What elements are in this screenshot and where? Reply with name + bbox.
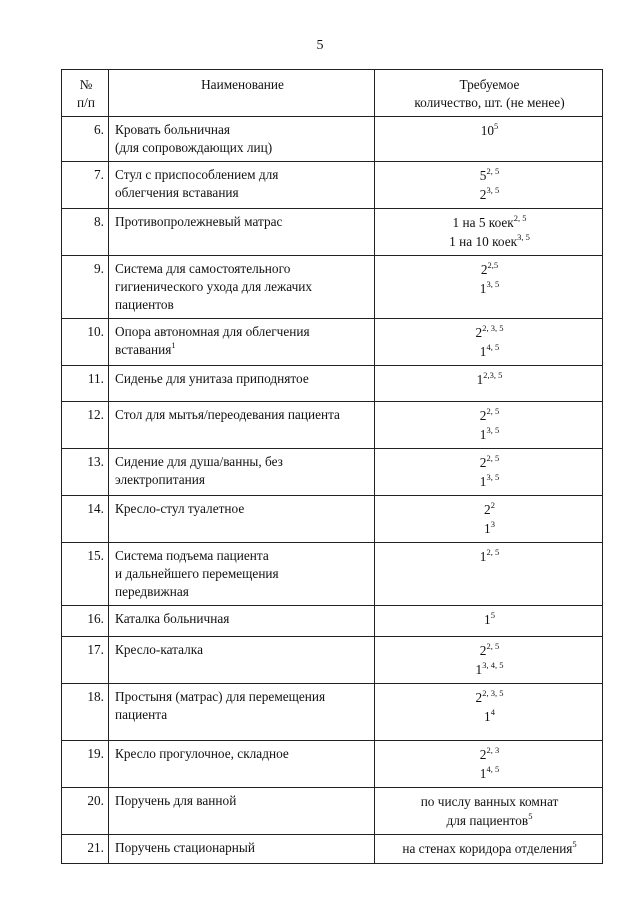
- page-number: 5: [316, 38, 324, 53]
- quantity-line: [381, 453, 598, 472]
- quantity-line: [381, 166, 598, 185]
- quantity-value: 1: [476, 372, 484, 387]
- quantity-value: 1 на 5 коек: [452, 215, 514, 230]
- row-name-text: электропитания: [115, 472, 206, 487]
- footnote-marker: 4, 5: [486, 341, 500, 352]
- row-name-line: [115, 296, 370, 314]
- row-name: [109, 835, 375, 864]
- quantity-value: 2: [480, 262, 488, 277]
- row-number: 13.: [62, 449, 109, 496]
- row-quantity: [375, 543, 603, 606]
- header-quantity-line2: количество, шт. (не менее): [414, 95, 565, 110]
- row-name-text: пациента: [115, 707, 168, 722]
- row-name-text: Поручень для ванной: [115, 793, 237, 808]
- row-quantity: [375, 835, 603, 864]
- row-quantity: [375, 256, 603, 319]
- row-name-text: Сидение для душа/ванны, без: [115, 454, 283, 469]
- footnote-marker: 3, 5: [486, 278, 500, 289]
- quantity-value: 1: [479, 281, 487, 296]
- row-name-text: Система подъема пациента: [115, 548, 269, 563]
- row-quantity: [375, 496, 603, 543]
- row-name-line: [115, 583, 370, 601]
- row-name-text: Поручень стационарный: [115, 840, 255, 855]
- quantity-value: 1 на 10 коек: [449, 234, 518, 249]
- table-row: [62, 162, 603, 209]
- footnote-marker: 5: [494, 120, 499, 131]
- row-quantity: [375, 209, 603, 256]
- footnote-marker: 2, 5: [486, 405, 500, 416]
- row-name-text: Противопролежневый матрас: [115, 214, 283, 229]
- footnote-marker: 2, 3, 5: [482, 322, 504, 333]
- table-header-row: [62, 70, 603, 117]
- row-name-text: Стул с приспособлением для: [115, 167, 279, 182]
- row-quantity: [375, 162, 603, 209]
- row-name: [109, 449, 375, 496]
- row-name-text: Кресло-стул туалетное: [115, 501, 245, 516]
- row-name-text: Система для самостоятельного: [115, 261, 291, 276]
- footnote-marker: 2,5: [487, 259, 499, 270]
- quantity-line: [381, 213, 598, 232]
- quantity-line: [381, 500, 598, 519]
- row-quantity: [375, 741, 603, 788]
- row-name: [109, 741, 375, 788]
- quantity-line: [381, 279, 598, 298]
- quantity-value: 1: [479, 474, 487, 489]
- quantity-line: [381, 660, 598, 679]
- table-row: [62, 543, 603, 606]
- table-row: [62, 319, 603, 366]
- row-name: [109, 117, 375, 162]
- quantity-value: 1: [475, 662, 483, 677]
- quantity-value: 2: [475, 325, 483, 340]
- header-quantity: [375, 70, 603, 117]
- row-name-line: [115, 792, 370, 810]
- table-row: [62, 788, 603, 835]
- table-row: [62, 449, 603, 496]
- row-name-text: (для сопровождающих лиц): [115, 140, 273, 155]
- row-name: [109, 637, 375, 684]
- quantity-line: [381, 745, 598, 764]
- quantity-line: [381, 519, 598, 538]
- quantity-line: [381, 472, 598, 491]
- footnote-marker: 2, 3, 5: [482, 687, 504, 698]
- row-name-line: [115, 471, 370, 489]
- row-quantity: [375, 788, 603, 835]
- quantity-line: [381, 764, 598, 783]
- header-name-text: Наименование: [201, 77, 284, 92]
- footnote-marker: 3, 4, 5: [482, 659, 504, 670]
- row-name-line: [115, 166, 370, 184]
- quantity-line: [381, 811, 598, 830]
- row-name-text: Опора автономная для облегчения: [115, 324, 310, 339]
- table-row: [62, 402, 603, 449]
- quantity-value: 1: [479, 344, 487, 359]
- row-name-line: [115, 121, 370, 139]
- row-number: 7.: [62, 162, 109, 209]
- quantity-line: [381, 792, 598, 811]
- row-name: [109, 496, 375, 543]
- row-name-text: и дальнейшего перемещения: [115, 566, 279, 581]
- quantity-line: [381, 342, 598, 361]
- footnote-marker: 2: [490, 499, 495, 510]
- quantity-value: на стенах коридора отделения: [402, 841, 573, 856]
- row-name-line: [115, 184, 370, 202]
- row-name: [109, 209, 375, 256]
- quantity-value: 2: [479, 408, 487, 423]
- row-name-line: [115, 341, 370, 359]
- footnote-marker: 3, 5: [486, 471, 500, 482]
- table-row: [62, 209, 603, 256]
- footnote-marker: 2, 5: [486, 546, 500, 557]
- header-number-line2: п/п: [77, 95, 95, 110]
- quantity-value: по числу ванных комнат: [420, 794, 559, 809]
- row-name-text: Простыня (матрас) для перемещения: [115, 689, 326, 704]
- quantity-line: [381, 707, 598, 726]
- row-name-text: Сиденье для унитаза приподнятое: [115, 371, 309, 386]
- footnote-marker: 4, 5: [486, 763, 500, 774]
- row-name-line: [115, 323, 370, 341]
- row-name-text: Кресло прогулочное, складное: [115, 746, 289, 761]
- row-name-text: пациентов: [115, 297, 174, 312]
- header-name: [109, 70, 375, 117]
- row-name: [109, 684, 375, 741]
- quantity-value: для пациентов: [446, 813, 529, 828]
- row-quantity: [375, 684, 603, 741]
- quantity-line: [381, 323, 598, 342]
- row-name-line: [115, 260, 370, 278]
- row-number: 9.: [62, 256, 109, 319]
- row-name-line: [115, 139, 370, 157]
- row-name-text: передвижная: [115, 584, 189, 599]
- row-name-line: [115, 547, 370, 565]
- quantity-line: [381, 232, 598, 251]
- table-row: [62, 117, 603, 162]
- footnote-marker: 3, 5: [486, 424, 500, 435]
- row-number: 14.: [62, 496, 109, 543]
- quantity-value: 1: [484, 709, 491, 724]
- row-name-line: [115, 565, 370, 583]
- row-name: [109, 788, 375, 835]
- footnote-marker: 5: [528, 810, 533, 821]
- quantity-value: 1: [479, 766, 487, 781]
- quantity-line: [381, 406, 598, 425]
- table-row: [62, 637, 603, 684]
- row-name: [109, 606, 375, 637]
- quantity-value: 2: [479, 187, 487, 202]
- quantity-value: 2: [479, 747, 487, 762]
- footnote-marker: 2,3, 5: [483, 369, 503, 380]
- row-name-line: [115, 706, 370, 724]
- header-number: [62, 70, 109, 117]
- row-name-line: [115, 213, 370, 231]
- row-number: 6.: [62, 117, 109, 162]
- quantity-line: [381, 610, 598, 629]
- row-quantity: [375, 637, 603, 684]
- footnote-marker: 2, 5: [513, 212, 527, 223]
- footnote-marker: 4: [490, 706, 495, 717]
- row-number: 11.: [62, 366, 109, 402]
- row-name-line: [115, 406, 370, 424]
- row-number: 17.: [62, 637, 109, 684]
- row-number: 21.: [62, 835, 109, 864]
- footnote-marker: 2, 3: [486, 744, 500, 755]
- quantity-line: [381, 425, 598, 444]
- row-name-text: Стол для мытья/переодевания пациента: [115, 407, 340, 422]
- table-row: [62, 684, 603, 741]
- footnote-marker: 5: [490, 609, 495, 620]
- row-name-line: [115, 500, 370, 518]
- table-row: [62, 741, 603, 788]
- row-name-line: [115, 839, 370, 857]
- row-quantity: [375, 606, 603, 637]
- row-name: [109, 402, 375, 449]
- row-number: 12.: [62, 402, 109, 449]
- header-number-line1: №: [79, 77, 93, 92]
- footnote-marker: 3: [490, 518, 495, 529]
- row-number: 10.: [62, 319, 109, 366]
- quantity-line: [381, 641, 598, 660]
- quantity-value: 2: [484, 502, 491, 517]
- row-number: 20.: [62, 788, 109, 835]
- table-row: [62, 256, 603, 319]
- row-name: [109, 256, 375, 319]
- row-quantity: [375, 449, 603, 496]
- row-number: 15.: [62, 543, 109, 606]
- row-name-text: Кресло-каталка: [115, 642, 203, 657]
- row-name: [109, 319, 375, 366]
- table-row: [62, 835, 603, 864]
- quantity-value: 1: [479, 427, 487, 442]
- row-name: [109, 162, 375, 209]
- row-quantity: [375, 117, 603, 162]
- quantity-value: 2: [479, 643, 487, 658]
- quantity-line: [381, 839, 598, 858]
- quantity-line: [381, 547, 598, 566]
- quantity-value: 2: [475, 690, 483, 705]
- row-quantity: [375, 366, 603, 402]
- header-quantity-line1: Требуемое: [459, 77, 520, 92]
- row-number: 16.: [62, 606, 109, 637]
- row-name: [109, 366, 375, 402]
- footnote-marker: 2, 5: [486, 640, 500, 651]
- row-quantity: [375, 402, 603, 449]
- quantity-value: 10: [480, 123, 495, 138]
- row-number: 8.: [62, 209, 109, 256]
- table-row: [62, 496, 603, 543]
- quantity-line: [381, 121, 598, 140]
- row-number: 18.: [62, 684, 109, 741]
- footnote-marker: 2, 5: [486, 165, 500, 176]
- row-name-text: вставания: [115, 342, 172, 357]
- row-name: [109, 543, 375, 606]
- row-name-text: облегчения вставания: [115, 185, 239, 200]
- row-name-line: [115, 278, 370, 296]
- equipment-table: [61, 69, 603, 864]
- quantity-value: 2: [479, 455, 487, 470]
- row-quantity: [375, 319, 603, 366]
- row-name-text: Кровать больничная: [115, 122, 231, 137]
- row-name-line: [115, 453, 370, 471]
- row-name-text: Каталка больничная: [115, 611, 230, 626]
- row-name-line: [115, 688, 370, 706]
- quantity-line: [381, 260, 598, 279]
- footnote-marker: 2, 5: [486, 452, 500, 463]
- quantity-value: 5: [479, 168, 487, 183]
- quantity-value: 1: [479, 549, 487, 564]
- quantity-line: [381, 370, 598, 389]
- table-row: [62, 366, 603, 402]
- quantity-line: [381, 688, 598, 707]
- row-name-line: [115, 641, 370, 659]
- footnote-marker: 1: [171, 339, 176, 350]
- quantity-value: 1: [484, 612, 491, 627]
- footnote-marker: 3, 5: [486, 184, 500, 195]
- footnote-marker: 5: [572, 838, 577, 849]
- row-name-line: [115, 370, 370, 388]
- quantity-value: 1: [484, 521, 491, 536]
- table-row: [62, 606, 603, 637]
- row-name-line: [115, 610, 370, 628]
- row-name-line: [115, 745, 370, 763]
- row-number: 19.: [62, 741, 109, 788]
- row-name-text: гигиенического ухода для лежачих: [115, 279, 313, 294]
- table-body: [62, 117, 603, 864]
- footnote-marker: 3, 5: [517, 231, 530, 242]
- quantity-line: [381, 185, 598, 204]
